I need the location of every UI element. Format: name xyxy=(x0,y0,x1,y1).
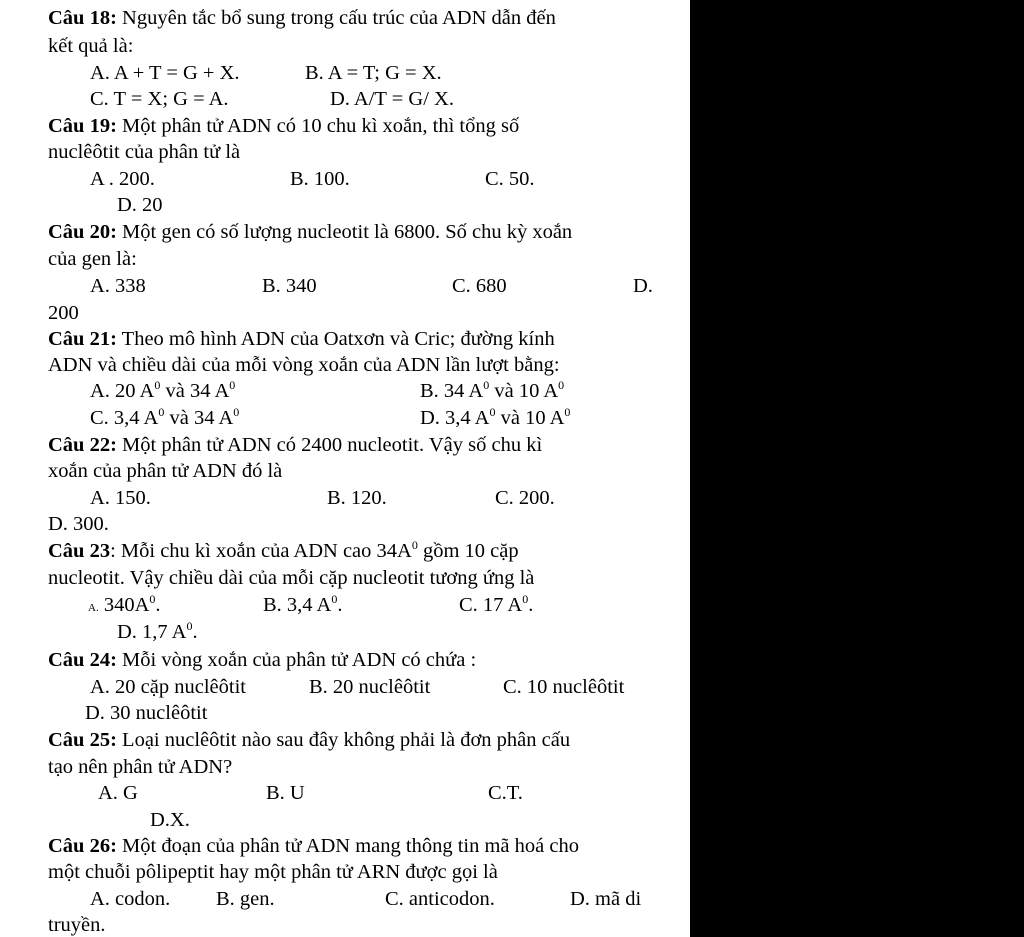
q22-option-b: B. 120. xyxy=(327,487,387,509)
q19-option-b: B. 100. xyxy=(290,168,350,190)
question-26-stem: Câu 26: Một đoạn của phân tử ADN mang thông tin mã hoá cho xyxy=(48,835,579,857)
question-25-stem-cont: tạo nên phân tử ADN? xyxy=(48,756,233,778)
q26-option-c: C. anticodon. xyxy=(385,888,495,910)
q23-option-d: D. 1,7 $A^0$. xyxy=(117,619,198,643)
question-23-stem-cont: nucleotit. Vậy chiều dài của mỗi cặp nucleotit tương ứng là xyxy=(48,567,535,589)
question-20-stem: Câu 20: Một gen có số lượng nucleotit là 6800. Số chu kỳ xoắn xyxy=(48,221,573,243)
q26-option-d-cont: truyền. xyxy=(48,914,106,936)
q19-option-a: A . 200. xyxy=(90,168,155,190)
q21-option-d: D. 3,4 $A^0$ và 10 $A^0$ xyxy=(420,405,571,429)
q24-option-a: A. 20 cặp nuclêôtit xyxy=(90,676,246,698)
question-19-stem: Câu 19: Một phân tử ADN có 10 chu kì xoắn, thì tổng số xyxy=(48,115,520,137)
question-22-stem: Câu 22: Một phân tử ADN có 2400 nucleotit. Vậy số chu kì xyxy=(48,434,543,456)
question-25-label: Câu 25: xyxy=(48,729,117,751)
question-18-stem-cont: kết quả là: xyxy=(48,35,134,57)
question-22-label: Câu 22: xyxy=(48,434,117,456)
q21-option-a: A. 20 $A^0$ và 34 $A^0$ xyxy=(90,378,236,402)
question-21-label: Câu 21: xyxy=(48,328,117,350)
q20-option-d: D. xyxy=(633,275,653,297)
q23-option-c: C. 17 $A^0$. xyxy=(459,592,534,616)
q25-option-a: A. G xyxy=(98,782,138,804)
q22-option-d: D. 300. xyxy=(48,513,109,535)
question-20-label: Câu 20: xyxy=(48,221,117,243)
q19-option-c: C. 50. xyxy=(485,168,535,190)
question-22-stem-cont: xoắn của phân tử ADN đó là xyxy=(48,460,283,482)
q21-option-b: B. 34 $A^0$ và 10 $A^0$ xyxy=(420,378,565,402)
q25-option-b: B. U xyxy=(266,782,305,804)
q22-option-c: C. 200. xyxy=(495,487,555,509)
question-24-stem: Câu 24: Mỗi vòng xoắn của phân tử ADN có chứa : xyxy=(48,649,477,671)
question-20-stem-cont: của gen là: xyxy=(48,248,137,270)
q26-option-a: A. codon. xyxy=(90,888,171,910)
q24-option-c: C. 10 nuclêôtit xyxy=(503,676,625,698)
q23-option-b: B. 3,4 $A^0$. xyxy=(263,592,343,616)
question-19-stem-cont: nuclêôtit của phân tử là xyxy=(48,141,241,163)
question-26-stem-cont: một chuỗi pôlipeptit hay một phân tử ARN được gọi là xyxy=(48,861,498,883)
q19-option-d: D. 20 xyxy=(117,194,163,216)
question-21-stem: Câu 21: Theo mô hình ADN của Oatxơn và Cric; đường kính xyxy=(48,328,555,350)
q24-option-b: B. 20 nuclêôtit xyxy=(309,676,431,698)
q23-option-a: A. $340A^0$. xyxy=(88,592,161,616)
q26-option-d: D. mã di xyxy=(570,888,642,910)
q20-option-d-value: 200 xyxy=(48,302,79,324)
question-24-label: Câu 24: xyxy=(48,649,117,671)
q18-option-d: D. A/T = G/ X. xyxy=(330,88,454,110)
question-21-stem-cont: ADN và chiều dài của mỗi vòng xoắn của ADN lần lượt bằng: xyxy=(48,354,560,376)
q24-option-d: D. 30 nuclêôtit xyxy=(85,702,208,724)
q21-option-c: C. 3,4 $A^0$ và 34 $A^0$ xyxy=(90,405,240,429)
q26-option-b: B. gen. xyxy=(216,888,275,910)
question-18-stem: Câu 18: Nguyên tắc bổ sung trong cấu trúc của ADN dẫn đến xyxy=(48,7,556,29)
q25-option-c: C.T. xyxy=(488,782,523,804)
question-18-label: Câu 18: xyxy=(48,7,117,29)
q25-option-d: D.X. xyxy=(150,809,190,831)
question-23-stem: Câu 23: Mỗi chu kì xoắn của ADN cao $34A^0$ gồm 10 cặp xyxy=(48,538,519,562)
q20-option-b: B. 340 xyxy=(262,275,317,297)
question-23-label: Câu 23 xyxy=(48,540,111,562)
q18-option-c: C. T = X; G = A. xyxy=(90,88,229,110)
q18-option-a: A. A + T = G + X. xyxy=(90,62,240,84)
q20-option-c: C. 680 xyxy=(452,275,507,297)
question-19-label: Câu 19: xyxy=(48,115,117,137)
question-25-stem: Câu 25: Loại nuclêôtit nào sau đây không phải là đơn phân cấu xyxy=(48,729,571,751)
q22-option-a: A. 150. xyxy=(90,487,151,509)
q20-option-a: A. 338 xyxy=(90,275,146,297)
q18-option-b: B. A = T; G = X. xyxy=(305,62,442,84)
question-26-label: Câu 26: xyxy=(48,835,117,857)
